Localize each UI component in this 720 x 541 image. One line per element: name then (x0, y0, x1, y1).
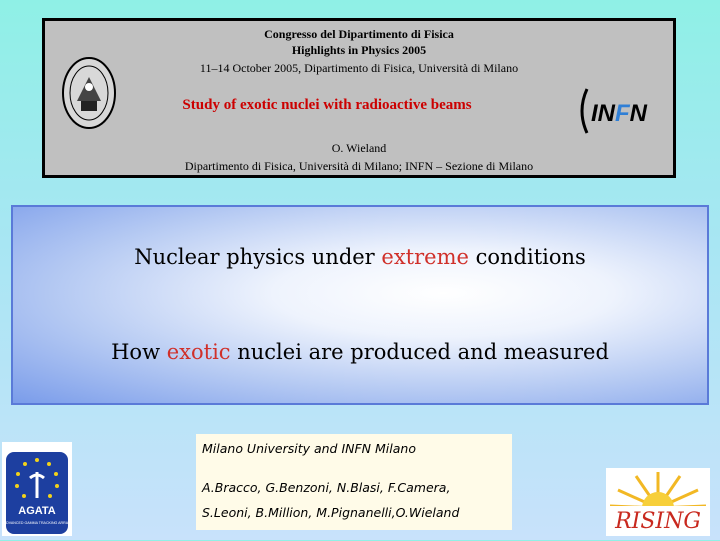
author-name: O. Wieland (331, 141, 387, 155)
topic-1-text-start: Nuclear physics under (134, 245, 382, 269)
conference-header (42, 18, 676, 178)
infn-logo-text: INFN (591, 100, 648, 127)
topic-line-extreme-conditions (13, 245, 707, 269)
rising-logo (606, 468, 710, 536)
congress-subtitle: Highlights in Physics 2005 (291, 43, 427, 57)
agata-logo-icon (2, 442, 72, 536)
topic-1-text-end: conditions (468, 245, 586, 269)
rising-logo-text: RISING (615, 509, 701, 534)
congress-title: Congresso del Dipartimento di Fisica (264, 27, 454, 41)
topic-1-highlight: extreme (381, 245, 469, 269)
credits-authors-line-2: S.Leoni, B.Million, M.Pignanelli,O.Wieland (202, 505, 460, 520)
rising-sun-icon (606, 468, 710, 536)
infn-logo (577, 83, 669, 139)
agata-logo (2, 442, 72, 536)
credits-authors-line-1: A.Bracco, G.Benzoni, N.Blasi, F.Camera, (202, 480, 451, 495)
congress-dates: 11–14 October 2005, Dipartimento di Fisica, Università di Milano (199, 61, 519, 75)
topics-panel (11, 205, 709, 405)
topic-2-text-start: How (111, 340, 167, 364)
topic-line-exotic-nuclei (13, 340, 707, 364)
topic-2-highlight: exotic (166, 340, 231, 364)
agata-logo-text: AGATA (18, 505, 56, 517)
agata-logo-subtext: ADVANCED GAMMA TRACKING ARRAY (3, 521, 71, 525)
credits-institution: Milano University and INFN Milano (202, 441, 416, 456)
topic-2-text-end: nuclei are produced and measured (230, 340, 609, 364)
talk-title: Study of exotic nuclei with radioactive beams (182, 97, 472, 113)
author-affiliation: Dipartimento di Fisica, Università di Milano; INFN – Sezione di Milano (184, 159, 534, 173)
credits-box (196, 434, 512, 530)
